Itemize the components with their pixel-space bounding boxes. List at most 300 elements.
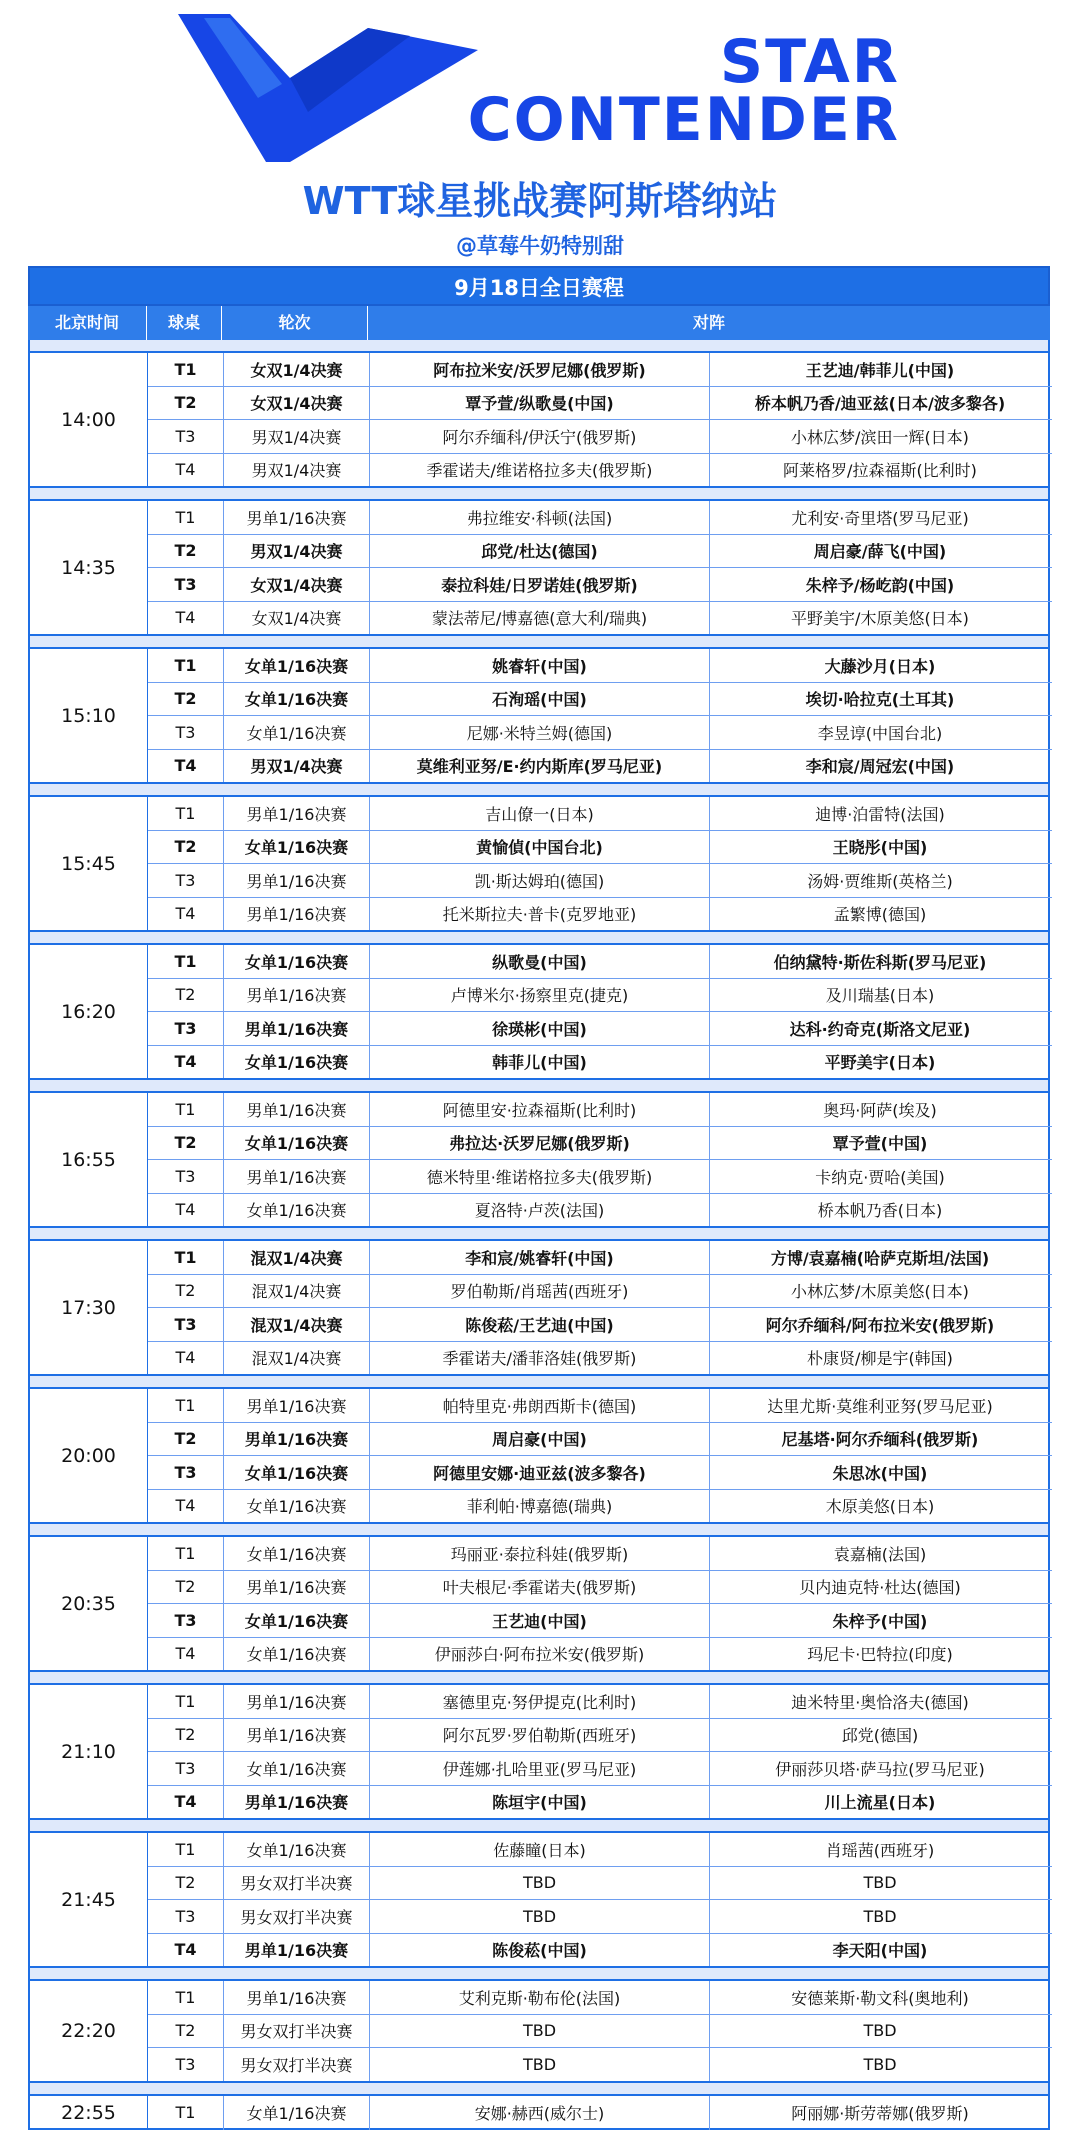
table-cell: T2 bbox=[174, 837, 197, 857]
logo-star-text: STAR bbox=[719, 27, 900, 97]
match-rows bbox=[148, 2096, 1052, 2130]
time-block bbox=[28, 943, 1050, 1080]
player-a-cell: TBD bbox=[369, 2015, 709, 2048]
player-b-cell: 邱党(德国) bbox=[709, 1719, 1050, 1752]
round-cell: 女双1/4决赛 bbox=[223, 568, 369, 601]
match-row bbox=[148, 386, 1052, 420]
match-row bbox=[148, 1241, 1052, 1274]
round-cell: 男单1/16决赛 bbox=[223, 1389, 369, 1422]
player-a-cell: 季霍诺夫/维诺格拉多夫(俄罗斯) bbox=[369, 454, 709, 487]
table-cell: T4 bbox=[174, 1052, 197, 1072]
table-cell: T3 bbox=[175, 426, 196, 446]
block-spacer bbox=[28, 784, 1050, 795]
player-b-cell: TBD bbox=[709, 1900, 1050, 1933]
player-a-cell: TBD bbox=[369, 1900, 709, 1933]
round-cell: 男单1/16决赛 bbox=[223, 1571, 369, 1604]
round-cell: 女单1/16决赛 bbox=[223, 1127, 369, 1160]
player-b-cell: 阿尔乔缅科/阿布拉米安(俄罗斯) bbox=[709, 1308, 1050, 1341]
player-b-cell: TBD bbox=[709, 2015, 1050, 2048]
round-cell: 女单1/16决赛 bbox=[223, 1490, 369, 1523]
wtt-logo-icon bbox=[178, 14, 488, 164]
match-rows bbox=[148, 1833, 1052, 1966]
time-block bbox=[28, 647, 1050, 784]
table-cell: T3 bbox=[175, 1166, 196, 1186]
match-row bbox=[148, 978, 1052, 1012]
player-b-cell: 阿丽娜·斯劳蒂娜(俄罗斯) bbox=[709, 2096, 1050, 2130]
round-cell: 混双1/4决赛 bbox=[223, 1342, 369, 1375]
round-cell: 男双1/4决赛 bbox=[223, 535, 369, 568]
table-cell: T2 bbox=[175, 1281, 196, 1301]
player-a-cell: TBD bbox=[369, 2048, 709, 2081]
table-cell: T2 bbox=[175, 2021, 196, 2041]
table-cell: T3 bbox=[174, 574, 197, 594]
table-cell: T1 bbox=[175, 803, 196, 823]
player-b-cell: 奥玛·阿萨(埃及) bbox=[709, 1093, 1050, 1126]
match-rows bbox=[148, 945, 1052, 1078]
round-cell: 女单1/16决赛 bbox=[223, 716, 369, 749]
player-a-cell: 石洵瑶(中国) bbox=[369, 683, 709, 716]
match-row bbox=[148, 567, 1052, 601]
player-a-cell: 安娜·赫西(威尔士) bbox=[369, 2096, 709, 2130]
player-b-cell: 伊丽莎贝塔·萨马拉(罗马尼亚) bbox=[709, 1752, 1050, 1785]
player-a-cell: 玛丽亚·泰拉科娃(俄罗斯) bbox=[369, 1537, 709, 1570]
table-cell: T4 bbox=[175, 1200, 196, 1220]
block-spacer bbox=[28, 1228, 1050, 1239]
round-cell: 女单1/16决赛 bbox=[223, 1638, 369, 1671]
player-a-cell: 徐瑛彬(中国) bbox=[369, 1012, 709, 1045]
match-row bbox=[148, 1126, 1052, 1160]
time-block bbox=[28, 1091, 1050, 1228]
match-row bbox=[148, 945, 1052, 978]
round-cell: 女单1/16决赛 bbox=[223, 1046, 369, 1079]
match-row bbox=[148, 353, 1052, 386]
player-b-cell: TBD bbox=[709, 1867, 1050, 1900]
match-row bbox=[148, 1637, 1052, 1671]
table-cell: T1 bbox=[174, 359, 197, 379]
player-b-cell: 达里尤斯·莫维利亚努(罗马尼亚) bbox=[709, 1389, 1050, 1422]
block-spacer bbox=[28, 340, 1050, 351]
round-cell: 男单1/16决赛 bbox=[223, 1160, 369, 1193]
table-cell: T2 bbox=[174, 541, 197, 561]
match-row bbox=[148, 601, 1052, 635]
round-cell: 男单1/16决赛 bbox=[223, 1934, 369, 1967]
table-cell: T1 bbox=[174, 951, 197, 971]
table-cell: T1 bbox=[175, 1987, 196, 2007]
match-row bbox=[148, 1603, 1052, 1637]
match-row bbox=[148, 1307, 1052, 1341]
round-cell: 男单1/16决赛 bbox=[223, 1786, 369, 1819]
time-cell: 17:30 bbox=[30, 1241, 148, 1374]
table-cell: T4 bbox=[175, 1496, 196, 1516]
match-row bbox=[148, 1899, 1052, 1933]
player-a-cell: 周启豪(中国) bbox=[369, 1423, 709, 1456]
table-cell: T2 bbox=[174, 1429, 197, 1449]
page-subtitle: @草莓牛奶特别甜 bbox=[456, 234, 624, 258]
player-b-cell: 朱梓予/杨屹韵(中国) bbox=[709, 568, 1050, 601]
match-row bbox=[148, 1341, 1052, 1375]
round-cell: 女单1/16决赛 bbox=[223, 945, 369, 978]
table-cell: T1 bbox=[174, 1247, 197, 1267]
match-row bbox=[148, 1422, 1052, 1456]
player-a-cell: 覃予萱/纵歌曼(中国) bbox=[369, 387, 709, 420]
time-block bbox=[28, 795, 1050, 932]
table-cell: T1 bbox=[175, 507, 196, 527]
round-cell: 男单1/16决赛 bbox=[223, 898, 369, 931]
player-b-cell: 川上流星(日本) bbox=[709, 1786, 1050, 1819]
player-b-cell: 尼基塔·阿尔乔缅科(俄罗斯) bbox=[709, 1423, 1050, 1456]
header bbox=[0, 0, 1080, 268]
time-block bbox=[28, 1239, 1050, 1376]
date-banner: 9月18日全日赛程 bbox=[28, 266, 1050, 306]
match-rows bbox=[148, 1537, 1052, 1670]
table-cell: T3 bbox=[174, 1462, 197, 1482]
table-cell: T3 bbox=[175, 1906, 196, 1926]
player-a-cell: 吉山僚一(日本) bbox=[369, 797, 709, 830]
player-a-cell: 泰拉科娃/日罗诺娃(俄罗斯) bbox=[369, 568, 709, 601]
match-row bbox=[148, 830, 1052, 864]
match-rows bbox=[148, 1093, 1052, 1226]
time-cell: 14:35 bbox=[30, 501, 148, 634]
time-cell: 21:45 bbox=[30, 1833, 148, 1966]
match-row bbox=[148, 1093, 1052, 1126]
table-cell: T2 bbox=[175, 1725, 196, 1745]
table-cell: T1 bbox=[174, 655, 197, 675]
match-rows bbox=[148, 1981, 1052, 2081]
match-row bbox=[148, 649, 1052, 682]
round-cell: 女单1/16决赛 bbox=[223, 1833, 369, 1866]
match-row bbox=[148, 1455, 1052, 1489]
round-cell: 女单1/16决赛 bbox=[223, 1752, 369, 1785]
player-b-cell: 朱思冰(中国) bbox=[709, 1456, 1050, 1489]
match-row bbox=[148, 419, 1052, 453]
table-cell: T2 bbox=[174, 689, 197, 709]
player-b-cell: 覃予萱(中国) bbox=[709, 1127, 1050, 1160]
time-block bbox=[28, 1683, 1050, 1820]
match-row bbox=[148, 749, 1052, 783]
match-row bbox=[148, 534, 1052, 568]
player-a-cell: 德米特里·维诺格拉多夫(俄罗斯) bbox=[369, 1160, 709, 1193]
table-cell: T4 bbox=[174, 1940, 197, 1960]
round-cell: 男单1/16决赛 bbox=[223, 1423, 369, 1456]
round-cell: 男女双打半决赛 bbox=[223, 1867, 369, 1900]
table-cell: T2 bbox=[175, 1873, 196, 1893]
player-b-cell: 玛尼卡·巴特拉(印度) bbox=[709, 1638, 1050, 1671]
player-b-cell: TBD bbox=[709, 2048, 1050, 2081]
round-cell: 女双1/4决赛 bbox=[223, 602, 369, 635]
round-cell: 女单1/16决赛 bbox=[223, 1537, 369, 1570]
table-cell: T4 bbox=[175, 904, 196, 924]
player-a-cell: 阿尔乔缅科/伊沃宁(俄罗斯) bbox=[369, 420, 709, 453]
column-header-match: 对阵 bbox=[367, 306, 1050, 340]
round-cell: 男单1/16决赛 bbox=[223, 1981, 369, 2014]
match-row bbox=[148, 501, 1052, 534]
match-rows bbox=[148, 1241, 1052, 1374]
block-spacer bbox=[28, 2083, 1050, 2094]
page-title: WTT球星挑战赛阿斯塔纳站 bbox=[302, 179, 778, 223]
table-cell: T4 bbox=[175, 608, 196, 628]
table-cell: T3 bbox=[174, 1314, 197, 1334]
time-cell: 21:10 bbox=[30, 1685, 148, 1818]
player-b-cell: 桥本帆乃香(日本) bbox=[709, 1194, 1050, 1227]
player-b-cell: 桥本帆乃香/迪亚兹(日本/波多黎各) bbox=[709, 387, 1050, 420]
block-spacer bbox=[28, 488, 1050, 499]
player-b-cell: 木原美悠(日本) bbox=[709, 1490, 1050, 1523]
player-a-cell: 邱党/杜达(德国) bbox=[369, 535, 709, 568]
player-a-cell: 黄愉偵(中国台北) bbox=[369, 831, 709, 864]
table-cell: T1 bbox=[175, 1099, 196, 1119]
match-row bbox=[148, 1159, 1052, 1193]
player-b-cell: 朴康贤/柳是宇(韩国) bbox=[709, 1342, 1050, 1375]
player-b-cell: 王晓彤(中国) bbox=[709, 831, 1050, 864]
match-row bbox=[148, 1685, 1052, 1718]
round-cell: 女单1/16决赛 bbox=[223, 683, 369, 716]
column-header-time: 北京时间 bbox=[54, 313, 119, 332]
table-cell: T4 bbox=[175, 460, 196, 480]
round-cell: 女单1/16决赛 bbox=[223, 831, 369, 864]
table-cell: T1 bbox=[175, 1691, 196, 1711]
match-row bbox=[148, 1785, 1052, 1819]
player-b-cell: 肖瑶茜(西班牙) bbox=[709, 1833, 1050, 1866]
match-row bbox=[148, 897, 1052, 931]
player-b-cell: 李昱谆(中国台北) bbox=[709, 716, 1050, 749]
round-cell: 女双1/4决赛 bbox=[223, 353, 369, 386]
player-a-cell: 尼娜·米特兰姆(德国) bbox=[369, 716, 709, 749]
time-cell: 22:20 bbox=[30, 1981, 148, 2081]
table-cell: T3 bbox=[175, 870, 196, 890]
round-cell: 男单1/16决赛 bbox=[223, 979, 369, 1012]
match-row bbox=[148, 1751, 1052, 1785]
player-a-cell: 李和宸/姚睿轩(中国) bbox=[369, 1241, 709, 1274]
round-cell: 男单1/16决赛 bbox=[223, 1719, 369, 1752]
player-b-cell: 李和宸/周冠宏(中国) bbox=[709, 750, 1050, 783]
player-b-cell: 尤利安·奇里塔(罗马尼亚) bbox=[709, 501, 1050, 534]
round-cell: 混双1/4决赛 bbox=[223, 1275, 369, 1308]
time-cell: 15:45 bbox=[30, 797, 148, 930]
match-row bbox=[148, 1866, 1052, 1900]
round-cell: 男双1/4决赛 bbox=[223, 750, 369, 783]
player-b-cell: 安德莱斯·勒文科(奥地利) bbox=[709, 1981, 1050, 2014]
player-b-cell: 埃切·哈拉克(土耳其) bbox=[709, 683, 1050, 716]
match-row bbox=[148, 1389, 1052, 1422]
player-b-cell: 伯纳黛特·斯佐科斯(罗马尼亚) bbox=[709, 945, 1050, 978]
player-a-cell: 罗伯勒斯/肖瑶茜(西班牙) bbox=[369, 1275, 709, 1308]
table-cell: T1 bbox=[175, 1839, 196, 1859]
match-row bbox=[148, 1833, 1052, 1866]
table-cell: T4 bbox=[175, 1644, 196, 1664]
table-cell: T1 bbox=[175, 1395, 196, 1415]
time-cell: 20:35 bbox=[30, 1537, 148, 1670]
round-cell: 男双1/4决赛 bbox=[223, 420, 369, 453]
block-spacer bbox=[28, 1524, 1050, 1535]
player-b-cell: 小林広梦/木原美悠(日本) bbox=[709, 1275, 1050, 1308]
match-row bbox=[148, 1193, 1052, 1227]
time-cell: 16:20 bbox=[30, 945, 148, 1078]
player-a-cell: 姚睿轩(中国) bbox=[369, 649, 709, 682]
schedule-table bbox=[28, 266, 1050, 2130]
table-cell: T1 bbox=[175, 1543, 196, 1563]
round-cell: 男女双打半决赛 bbox=[223, 2015, 369, 2048]
time-cell: 20:00 bbox=[30, 1389, 148, 1522]
player-a-cell: 叶夫根尼·季霍诺夫(俄罗斯) bbox=[369, 1571, 709, 1604]
player-a-cell: 菲利帕·博嘉德(瑞典) bbox=[369, 1490, 709, 1523]
match-row bbox=[148, 1011, 1052, 1045]
table-cell: T1 bbox=[175, 2103, 196, 2122]
player-a-cell: 弗拉维安·科顿(法国) bbox=[369, 501, 709, 534]
round-cell: 女双1/4决赛 bbox=[223, 387, 369, 420]
table-cell: T3 bbox=[175, 1758, 196, 1778]
round-cell: 男单1/16决赛 bbox=[223, 1093, 369, 1126]
table-cell: T3 bbox=[174, 1018, 197, 1038]
player-b-cell: 卡纳克·贾哈(美国) bbox=[709, 1160, 1050, 1193]
player-b-cell: 方博/袁嘉楠(哈萨克斯坦/法国) bbox=[709, 1241, 1050, 1274]
player-b-cell: 孟繁博(德国) bbox=[709, 898, 1050, 931]
player-a-cell: 韩菲儿(中国) bbox=[369, 1046, 709, 1079]
match-row bbox=[148, 1489, 1052, 1523]
match-rows bbox=[148, 649, 1052, 782]
player-a-cell: 夏洛特·卢茨(法国) bbox=[369, 1194, 709, 1227]
player-b-cell: 李天阳(中国) bbox=[709, 1934, 1050, 1967]
match-row bbox=[148, 2096, 1052, 2130]
table-cell: T2 bbox=[174, 393, 197, 413]
player-a-cell: 莫维利亚努/E·约内斯库(罗马尼亚) bbox=[369, 750, 709, 783]
match-row bbox=[148, 797, 1052, 830]
player-b-cell: 阿莱格罗/拉森福斯(比利时) bbox=[709, 454, 1050, 487]
player-a-cell: 陈俊菘(中国) bbox=[369, 1934, 709, 1967]
time-block bbox=[28, 1535, 1050, 1672]
match-rows bbox=[148, 1685, 1052, 1818]
player-b-cell: 袁嘉楠(法国) bbox=[709, 1537, 1050, 1570]
time-cell: 22:55 bbox=[30, 2096, 148, 2130]
player-b-cell: 平野美宇(日本) bbox=[709, 1046, 1050, 1079]
player-b-cell: 达科·约奇克(斯洛文尼亚) bbox=[709, 1012, 1050, 1045]
match-row bbox=[148, 1274, 1052, 1308]
time-block bbox=[28, 1387, 1050, 1524]
match-rows bbox=[148, 353, 1052, 486]
match-row bbox=[148, 1537, 1052, 1570]
player-a-cell: TBD bbox=[369, 1867, 709, 1900]
table-cell: T4 bbox=[174, 1792, 197, 1812]
table-cell: T2 bbox=[175, 985, 196, 1005]
player-a-cell: 伊莲娜·扎哈里亚(罗马尼亚) bbox=[369, 1752, 709, 1785]
match-row bbox=[148, 682, 1052, 716]
block-spacer bbox=[28, 1080, 1050, 1091]
player-a-cell: 托米斯拉夫·普卡(克罗地亚) bbox=[369, 898, 709, 931]
player-a-cell: 佐藤瞳(日本) bbox=[369, 1833, 709, 1866]
round-cell: 女单1/16决赛 bbox=[223, 2096, 369, 2130]
round-cell: 男单1/16决赛 bbox=[223, 501, 369, 534]
table-cell: T2 bbox=[174, 1133, 197, 1153]
block-spacer bbox=[28, 1820, 1050, 1831]
time-cell: 16:55 bbox=[30, 1093, 148, 1226]
round-cell: 女单1/16决赛 bbox=[223, 1456, 369, 1489]
player-b-cell: 平野美宇/木原美悠(日本) bbox=[709, 602, 1050, 635]
block-spacer bbox=[28, 1376, 1050, 1387]
player-a-cell: 伊丽莎白·阿布拉米安(俄罗斯) bbox=[369, 1638, 709, 1671]
logo-contender-text: CONTENDER bbox=[467, 85, 900, 155]
player-b-cell: 及川瑞基(日本) bbox=[709, 979, 1050, 1012]
player-b-cell: 周启豪/薛飞(中国) bbox=[709, 535, 1050, 568]
player-a-cell: 纵歌曼(中国) bbox=[369, 945, 709, 978]
match-row bbox=[148, 1570, 1052, 1604]
player-b-cell: 大藤沙月(日本) bbox=[709, 649, 1050, 682]
round-cell: 男单1/16决赛 bbox=[223, 797, 369, 830]
round-cell: 男单1/16决赛 bbox=[223, 864, 369, 897]
block-spacer bbox=[28, 636, 1050, 647]
block-spacer bbox=[28, 1672, 1050, 1683]
player-a-cell: 卢博米尔·扬察里克(捷克) bbox=[369, 979, 709, 1012]
player-a-cell: 季霍诺夫/潘菲洛娃(俄罗斯) bbox=[369, 1342, 709, 1375]
table-cell: T3 bbox=[174, 1610, 197, 1630]
match-row bbox=[148, 1718, 1052, 1752]
player-a-cell: 陈俊菘/王艺迪(中国) bbox=[369, 1308, 709, 1341]
round-cell: 男女双打半决赛 bbox=[223, 2048, 369, 2081]
player-b-cell: 王艺迪/韩菲儿(中国) bbox=[709, 353, 1050, 386]
block-spacer bbox=[28, 1968, 1050, 1979]
table-cell: T3 bbox=[175, 2054, 196, 2074]
column-header-table: 球桌 bbox=[146, 306, 221, 340]
match-rows bbox=[148, 1389, 1052, 1522]
player-a-cell: 帕特里克·弗朗西斯卡(德国) bbox=[369, 1389, 709, 1422]
match-row bbox=[148, 2014, 1052, 2048]
time-cell: 14:00 bbox=[30, 353, 148, 486]
table-cell: T4 bbox=[174, 756, 197, 776]
table-cell: T3 bbox=[175, 722, 196, 742]
round-cell: 混双1/4决赛 bbox=[223, 1241, 369, 1274]
match-row bbox=[148, 863, 1052, 897]
player-a-cell: 王艺迪(中国) bbox=[369, 1604, 709, 1637]
match-row bbox=[148, 453, 1052, 487]
round-cell: 女单1/16决赛 bbox=[223, 1604, 369, 1637]
time-block bbox=[28, 499, 1050, 636]
player-a-cell: 蒙法蒂尼/博嘉德(意大利/瑞典) bbox=[369, 602, 709, 635]
player-a-cell: 陈垣宇(中国) bbox=[369, 1786, 709, 1819]
player-a-cell: 凯·斯达姆珀(德国) bbox=[369, 864, 709, 897]
round-cell: 男双1/4决赛 bbox=[223, 454, 369, 487]
round-cell: 混双1/4决赛 bbox=[223, 1308, 369, 1341]
table-cell: T4 bbox=[175, 1348, 196, 1368]
player-b-cell: 贝内迪克特·杜达(德国) bbox=[709, 1571, 1050, 1604]
player-a-cell: 阿尔瓦罗·罗伯勒斯(西班牙) bbox=[369, 1719, 709, 1752]
round-cell: 男单1/16决赛 bbox=[223, 1012, 369, 1045]
player-b-cell: 迪博·泊雷特(法国) bbox=[709, 797, 1050, 830]
player-a-cell: 弗拉达·沃罗尼娜(俄罗斯) bbox=[369, 1127, 709, 1160]
player-a-cell: 阿布拉米安/沃罗尼娜(俄罗斯) bbox=[369, 353, 709, 386]
match-row bbox=[148, 1981, 1052, 2014]
round-cell: 女单1/16决赛 bbox=[223, 649, 369, 682]
time-block bbox=[28, 1831, 1050, 1968]
player-a-cell: 艾利克斯·勒布伦(法国) bbox=[369, 1981, 709, 2014]
match-rows bbox=[148, 501, 1052, 634]
player-a-cell: 塞德里克·努伊提克(比利时) bbox=[369, 1685, 709, 1718]
time-block bbox=[28, 1979, 1050, 2083]
time-block bbox=[28, 2094, 1050, 2130]
round-cell: 女单1/16决赛 bbox=[223, 1194, 369, 1227]
match-row bbox=[148, 1933, 1052, 1967]
column-header-round: 轮次 bbox=[221, 306, 367, 340]
player-a-cell: 阿德里安·拉森福斯(比利时) bbox=[369, 1093, 709, 1126]
round-cell: 男单1/16决赛 bbox=[223, 1685, 369, 1718]
column-header-row bbox=[28, 306, 1050, 340]
time-blocks bbox=[28, 340, 1050, 2130]
table-cell: T2 bbox=[175, 1577, 196, 1597]
time-block bbox=[28, 351, 1050, 488]
player-b-cell: 小林広梦/滨田一辉(日本) bbox=[709, 420, 1050, 453]
match-row bbox=[148, 2047, 1052, 2081]
player-b-cell: 汤姆·贾维斯(英格兰) bbox=[709, 864, 1050, 897]
match-row bbox=[148, 715, 1052, 749]
round-cell: 男女双打半决赛 bbox=[223, 1900, 369, 1933]
block-spacer bbox=[28, 932, 1050, 943]
